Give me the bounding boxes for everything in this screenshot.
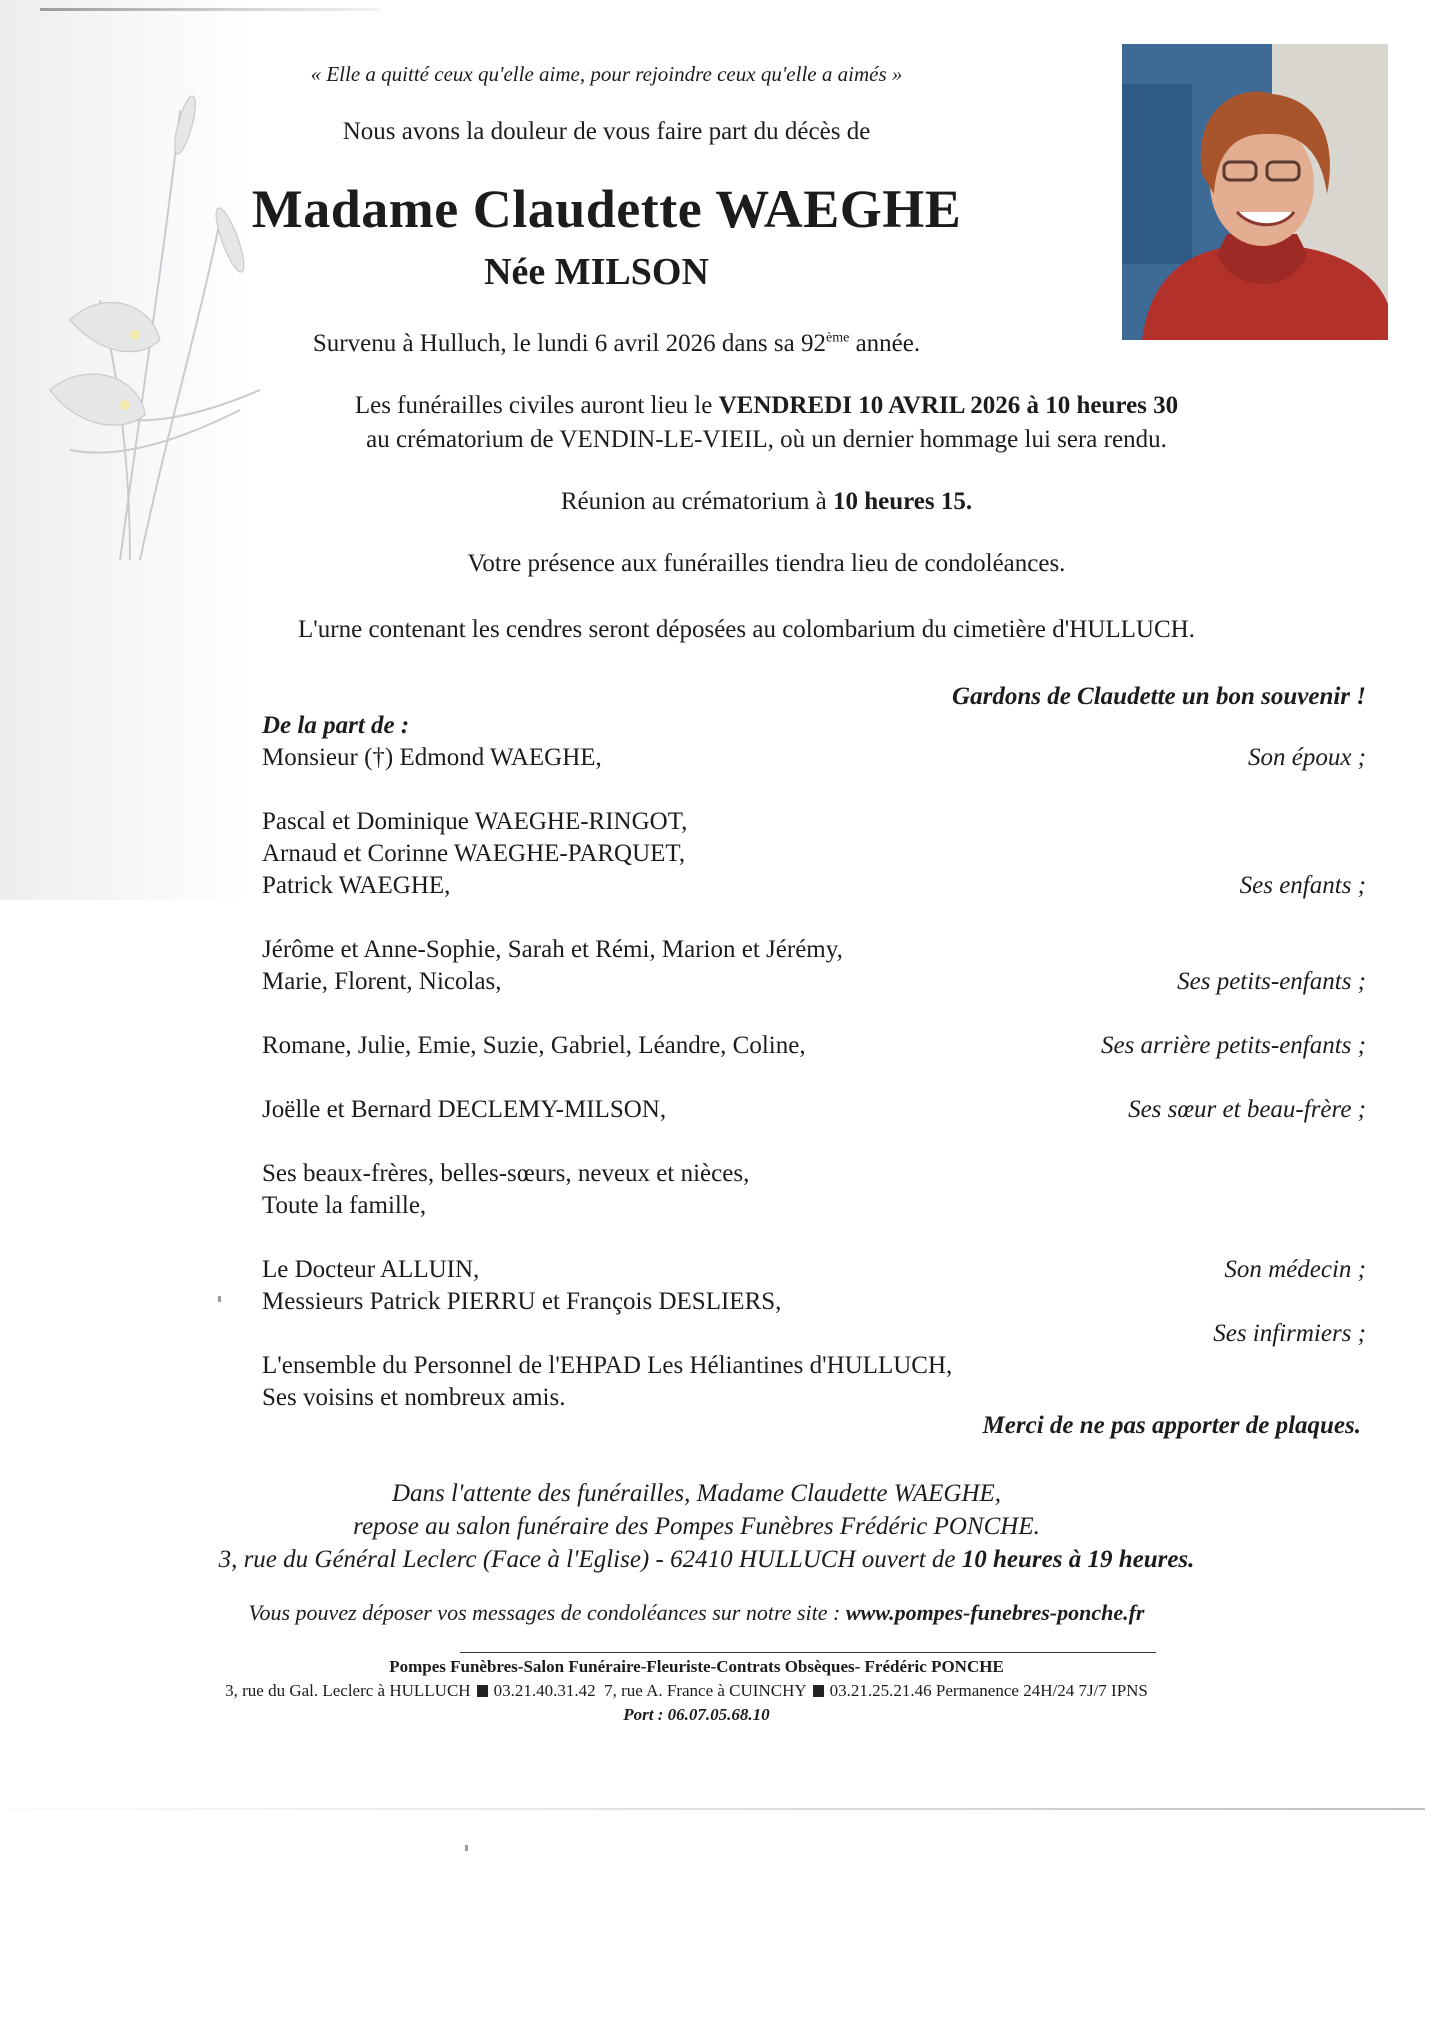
- family-row: Le Docteur ALLUIN, Son médecin ;: [262, 1256, 1366, 1283]
- family-row: Arnaud et Corinne WAEGHE-PARQUET,: [262, 840, 686, 867]
- presence-line: Votre présence aux funérailles tiendra lieu de condoléances.: [467, 550, 1066, 577]
- site-link[interactable]: www.pompes-funebres-ponche.fr: [845, 1600, 1145, 1625]
- family-row: Ses voisins et nombreux amis.: [262, 1384, 566, 1411]
- announcement-intro: Nous avons la douleur de vous faire part du décès de: [342, 118, 871, 145]
- urne-line: L'urne contenant les cendres seront déposées au colombarium du cimetière d'HULLUCH.: [298, 616, 1195, 643]
- company-contact: 3, rue du Gal. Leclerc à HULLUCH 03.21.40.31.42 7, rue A. France à CUINCHY 03.21.25.21.46 Permanence 24H/24 7J/7 IPNS: [225, 1681, 1148, 1700]
- funeral-date-line: Les funérailles civiles auront lieu le VENDREDI 10 AVRIL 2026 à 10 heures 30: [354, 392, 1179, 419]
- no-plaques-note: Merci de ne pas apporter de plaques.: [982, 1412, 1361, 1439]
- phone-icon: [813, 1685, 824, 1697]
- family-row: Messieurs Patrick PIERRU et François DESLIERS,: [262, 1288, 782, 1315]
- scan-speck: [218, 1296, 221, 1302]
- family-row: Romane, Julie, Emie, Suzie, Gabriel, Léandre, Coline, Ses arrière petits-enfants ;: [262, 1032, 1366, 1059]
- company-name: Pompes Funèbres-Salon Funéraire-Fleuriste-Contrats Obsèques- Frédéric PONCHE: [389, 1657, 1004, 1676]
- family-row: Jérôme et Anne-Sophie, Sarah et Rémi, Marion et Jérémy,: [262, 936, 843, 963]
- funeral-place-line: au crématorium de VENDIN-LE-VIEIL, où un dernier hommage lui sera rendu.: [366, 426, 1167, 453]
- scan-edge-top: [40, 8, 380, 11]
- maiden-name: Née MILSON: [484, 251, 709, 293]
- epitaph-quote: « Elle a quitté ceux qu'elle aime, pour rejoindre ceux qu'elle a aimés »: [310, 62, 903, 86]
- scan-speck: [465, 1845, 468, 1851]
- footer-rule: [460, 1652, 1156, 1653]
- souvenir-line: Gardons de Claudette un bon souvenir !: [952, 683, 1366, 710]
- family-row: Toute la famille,: [262, 1192, 427, 1219]
- phone-icon: [477, 1685, 488, 1697]
- scan-edge-bottom: [10, 1808, 1425, 1810]
- family-row: Patrick WAEGHE, Ses enfants ;: [262, 872, 1366, 899]
- mobile-number: Port : 06.07.05.68.10: [623, 1705, 770, 1724]
- family-row: Ses beaux-frères, belles-sœurs, neveux et nièces,: [262, 1160, 750, 1187]
- attente-line: Dans l'attente des funérailles, Madame Claudette WAEGHE,: [391, 1480, 1002, 1507]
- address-hours-line: 3, rue du Général Leclerc (Face à l'Eglise) - 62410 HULLUCH ouvert de 10 heures à 19 heures.: [218, 1546, 1195, 1573]
- family-row: L'ensemble du Personnel de l'EHPAD Les Héliantines d'HULLUCH,: [262, 1352, 953, 1379]
- family-row: Monsieur (†) Edmond WAEGHE, Son époux ;: [262, 744, 1366, 771]
- salon-line: repose au salon funéraire des Pompes Funèbres Frédéric PONCHE.: [353, 1513, 1040, 1540]
- family-row: Joëlle et Bernard DECLEMY-MILSON, Ses sœur et beau-frère ;: [262, 1096, 1366, 1123]
- death-date-line: Survenu à Hulluch, le lundi 6 avril 2026 dans sa 92ème année.: [312, 330, 921, 357]
- deceased-name: Madame Claudette WAEGHE: [251, 179, 962, 239]
- reunion-line: Réunion au crématorium à 10 heures 15.: [560, 488, 973, 515]
- condolence-site-line: Vous pouvez déposer vos messages de condoléances sur notre site : www.pompes-funebres-ponche.fr: [248, 1600, 1145, 1625]
- family-row: Marie, Florent, Nicolas, Ses petits-enfants ;: [262, 968, 1366, 995]
- de-la-part-heading: De la part de :: [262, 712, 410, 739]
- family-row: Pascal et Dominique WAEGHE-RINGOT,: [262, 808, 688, 835]
